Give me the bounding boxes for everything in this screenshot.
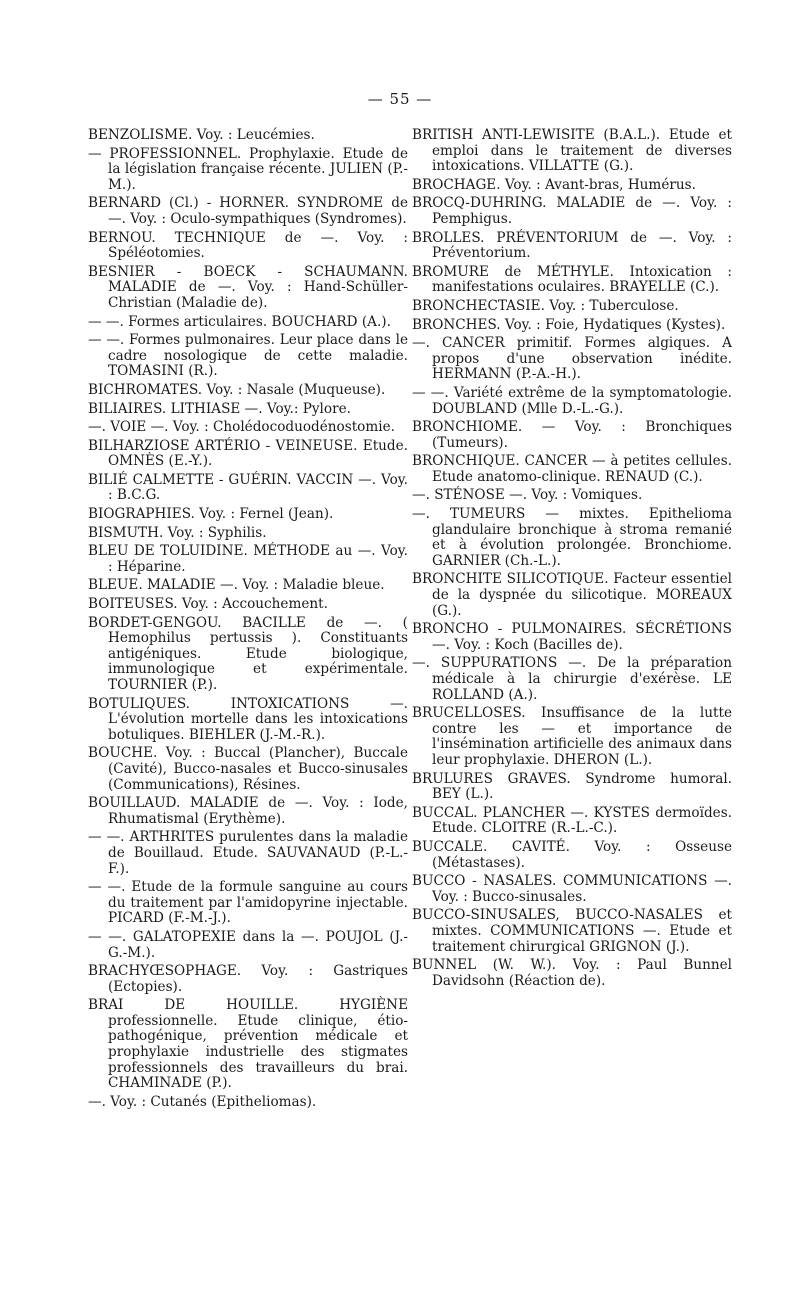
index-entry: BLEUE. MALADIE —. Voy. : Maladie bleue.: [88, 577, 385, 594]
index-entry: BESNIER - BOECK - SCHAUMANN. MALADIE de —. Voy. : Hand-Schüller-Christian (Maladie de).: [88, 263, 408, 311]
index-entry: BERNARD (Cl.) - HORNER. SYNDROME de —. Voy. : Oculo-sympathiques (Syndromes).: [88, 195, 408, 227]
index-entry: BROCHAGE. Voy. : Avant-bras, Humérus.: [412, 176, 696, 193]
index-entry: BUNNEL (W. W.). Voy. : Paul Bunnel Davidsohn (Réaction de).: [412, 957, 732, 989]
index-entry: — —. Formes articulaires. BOUCHARD (A.).: [88, 313, 391, 330]
index-entry: —. VOIE —. Voy. : Cholédocoduodénostomie.: [88, 419, 395, 436]
index-entry: BUCCAL. PLANCHER —. KYSTES dermoïdes. Etude. CLOITRE (R.-L.-C.).: [412, 804, 732, 837]
index-entry: BUCCO-SINUSALES, BUCCO-NASALES et mixtes. COMMUNICATIONS —. Etude et traitement chirurgical GRIGNON (J.).: [412, 907, 732, 955]
page-number: — 55 —: [367, 90, 433, 108]
index-entry: —. SUPPURATIONS —. De la préparation médicale à la chirurgie d'exérèse. LE ROLLAND (A.).: [412, 655, 732, 703]
index-entry: BRITISH ANTI-LEWISITE (B.A.L.). Etude et emploi dans le traitement de diverses intoxications. VILLATTE (G.).: [412, 127, 732, 175]
index-entry: — PROFESSIONNEL. Prophylaxie. Etude de la législation française récente. JULIEN (P.-M.).: [88, 145, 408, 193]
index-entry: BRAI DE HOUILLE. HYGIÈNE professionnelle. Etude clinique, étio-pathogénique, prévention médicale et prophylaxie industrielle des stigmates professionnels des travailleurs du brai. CHAMINADE (P.).: [88, 997, 408, 1092]
index-entry: BOUCHE. Voy. : Buccal (Plancher), Buccale (Cavité), Bucco-nasales et Bucco-sinusales (Communications), Résines.: [88, 745, 408, 793]
index-entry: BUCCALE. CAVITÉ. Voy. : Osseuse (Métastases).: [412, 838, 732, 871]
index-entry: BOUILLAUD. MALADIE de —. Voy. : Iode, Rhumatismal (Erythème).: [88, 795, 408, 827]
index-entry: BENZOLISME. Voy. : Leucémies.: [88, 127, 315, 143]
index-entry: BIOGRAPHIES. Voy. : Fernel (Jean).: [88, 506, 334, 523]
index-entry: BICHROMATES. Voy. : Nasale (Muqueuse).: [88, 381, 386, 398]
index-entry: BUCCO - NASALES. COMMUNICATIONS —. Voy. : Bucco-sinusales.: [412, 873, 732, 905]
index-entry: BILHARZIOSE ARTÉRIO - VEINEUSE. Etude. OMNÈS (E.-Y.).: [88, 437, 408, 470]
index-entry: BROMURE de MÉTHYLE. Intoxication : manifestations oculaires. BRAYELLE (C.).: [412, 263, 732, 296]
index-entry: —. Voy. : Cutanés (Epitheliomas).: [88, 1093, 317, 1110]
index-entry: BRONCHES. Voy. : Foie, Hydatiques (Kystes).: [412, 316, 726, 333]
index-entry: —. CANCER primitif. Formes algiques. A propos d'une observation inédite. HERMANN (P.-A.-H.).: [412, 335, 732, 383]
index-entry: BRACHYŒSOPHAGE. Voy. : Gastriques (Ectopies).: [88, 963, 408, 995]
index-entry: —. STÉNOSE —. Voy. : Vomiques.: [412, 487, 643, 504]
index-entry: BRULURES GRAVES. Syndrome humoral. BEY (L.).: [412, 770, 732, 803]
index-entry: BORDET-GENGOU. BACILLE de —. ( Hemophilus pertussis ). Constituants antigéniques. Etude biologique, immunologique et expérimentale. TOURNIER (P.).: [88, 614, 408, 693]
index-entry: BRONCHIQUE. CANCER — à petites cellules. Etude anatomo-clinique. RENAUD (C.).: [412, 453, 732, 485]
index-entry: BILIAIRES. LITHIASE —. Voy.: Pylore.: [88, 400, 351, 417]
index-entry: BILIÉ CALMETTE - GUÉRIN. VACCIN —. Voy. : B.C.G.: [88, 471, 408, 504]
index-entry: — —. Variété extrême de la symptomatologie. DOUBLAND (Mlle D.-L.-G.).: [412, 384, 732, 417]
index-entry: BROLLES. PRÉVENTORIUM de —. Voy. : Préventorium.: [412, 229, 732, 262]
index-entry: — —. ARTHRITES purulentes dans la maladie de Bouillaud. Etude. SAUVANAUD (P.-L.-F.).: [88, 829, 408, 877]
index-entry: BROCQ-DUHRING. MALADIE de —. Voy. : Pemphigus.: [412, 195, 732, 227]
index-entry: BRONCHECTASIE. Voy. : Tuberculose.: [412, 297, 679, 314]
index-entry: BRONCHO - PULMONAIRES. SÉCRÉTIONS —. Voy. : Koch (Bacilles de).: [412, 621, 732, 653]
index-entry: —. TUMEURS — mixtes. Epithelioma glandulaire bronchique à stroma remanié et à évolution prolongée. Bronchiome. GARNIER (Ch.-L.).: [412, 506, 732, 569]
index-entry: BRONCHITE SILICOTIQUE. Facteur essentiel de la dyspnée du silicotique. MOREAUX (G.).: [412, 571, 732, 619]
index-entry: BERNOU. TECHNIQUE de —. Voy. : Spéléotomies.: [88, 229, 408, 262]
index-entry: — —. GALATOPEXIE dans la —. POUJOL (J.-G.-M.).: [88, 928, 408, 961]
right-column: [412, 128, 732, 992]
index-entry: BLEU DE TOLUIDINE. MÉTHODE au —. Voy. : Héparine.: [88, 543, 408, 575]
index-entry: BRONCHIOME. — Voy. : Bronchiques (Tumeurs).: [412, 419, 732, 451]
index-entry: BRUCELLOSES. Insuffisance de la lutte contre les — et importance de l'insémination artificielle des animaux dans leur prophylaxie. DHERON (L.).: [412, 705, 732, 768]
index-entry: — —. Formes pulmonaires. Leur place dans le cadre nosologique de cette maladie. TOMASINI (R.).: [88, 332, 408, 380]
index-entry: BISMUTH. Voy. : Syphilis.: [88, 524, 267, 541]
left-column: [88, 128, 408, 1113]
index-entry: BOTULIQUES. INTOXICATIONS —. L'évolution mortelle dans les intoxications botuliques. BIEHLER (J.-M.-R.).: [88, 695, 408, 743]
index-entry: — —. Etude de la formule sanguine au cours du traitement par l'amidopyrine injectable. PICARD (F.-M.-J.).: [88, 879, 408, 927]
index-entry: BOITEUSES. Voy. : Accouchement.: [88, 596, 328, 613]
